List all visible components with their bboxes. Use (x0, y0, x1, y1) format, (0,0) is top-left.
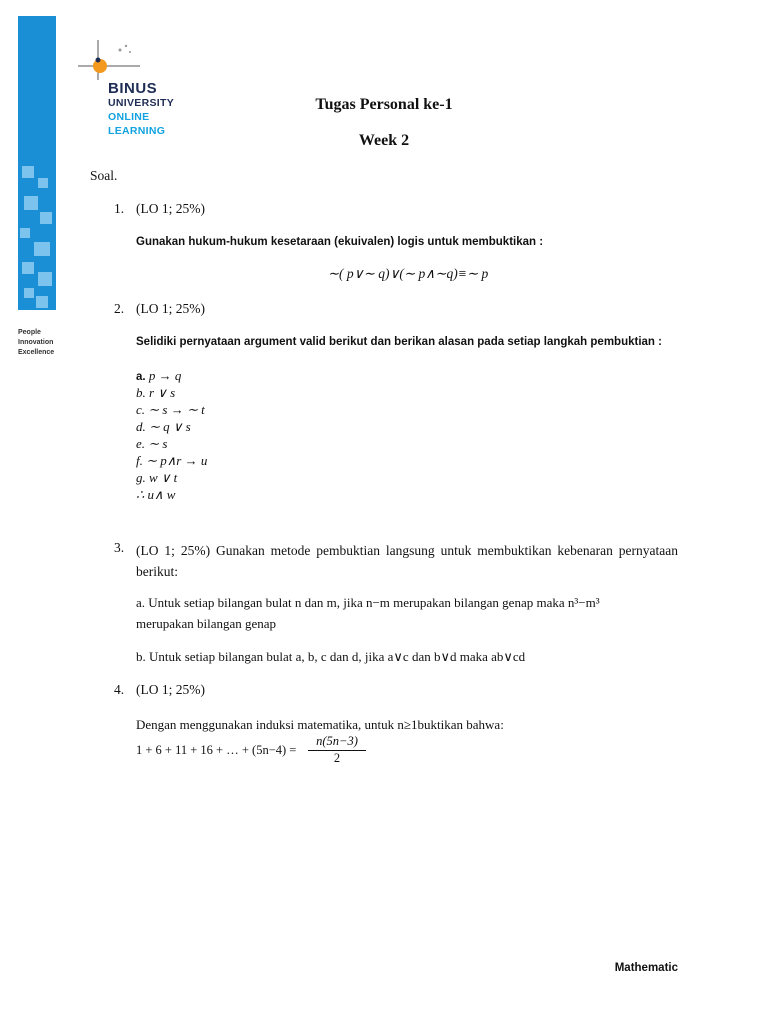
q1-instruction: Gunakan hukum-hukum kesetaraan (ekuivalen) logis untuk membuktikan : (136, 236, 544, 248)
q3-number: 3. (114, 540, 125, 555)
logo-learning: LEARNING (108, 125, 166, 137)
q1-heading: (LO 1; 25%) (136, 201, 205, 216)
q2-instruction: Selidiki pernyataan argument valid berikut dan berikan alasan pada setiap langkah pembuktian : (136, 336, 662, 348)
logo-binus: BINUS (108, 80, 158, 97)
soal-label: Soal. (90, 168, 118, 183)
logo-online: ONLINE (108, 111, 150, 123)
q4-number: 4. (114, 682, 125, 697)
list-item: a. p → q (136, 368, 182, 383)
q4-denominator: 2 (333, 751, 341, 765)
document-week: Week 2 (358, 132, 410, 149)
logo-university: UNIVERSITY (108, 97, 175, 109)
tagline: People Innovation Excellence (18, 329, 55, 356)
q4-lhs: 1 + 6 + 11 + 16 + … + (5n−4) = (136, 743, 297, 757)
q1-number: 1. (114, 201, 125, 216)
document-title: Tugas Personal ke-1 (315, 96, 453, 113)
q4-numerator: n(5n−3) (308, 734, 366, 751)
q3-part-a-cont: merupakan bilangan genap (136, 616, 277, 631)
q2-number: 2. (114, 301, 125, 316)
list-item: b. r ∨ s (136, 385, 176, 400)
q4-fraction (308, 734, 366, 766)
q2-heading: (LO 1; 25%) (136, 301, 205, 316)
list-item: c. ∼ s → ∼ t (136, 402, 205, 417)
list-item: e. ∼ s (136, 436, 168, 451)
q3-part-a: a. Untuk setiap bilangan bulat n dan m, jika n−m merupakan bilangan genap maka n³−m³ (136, 595, 600, 610)
logo-emblem-icon (72, 36, 142, 80)
q1-formula: ∼( p∨∼ q)∨(∼ p∧∼q)≡∼ p (327, 266, 489, 281)
list-item: g. w ∨ t (136, 470, 178, 485)
list-item: d. ∼ q ∨ s (136, 419, 191, 434)
q4-heading: (LO 1; 25%) (136, 682, 205, 697)
list-item: f. ∼ p∧r → u (136, 453, 208, 468)
binus-logo (72, 36, 202, 144)
list-item: ∴ u∧ w (136, 487, 176, 502)
q4-text: Dengan menggunakan induksi matematika, untuk n≥1buktikan bahwa: (136, 717, 504, 732)
q3-part-b: b. Untuk setiap bilangan bulat a, b, c dan d, jika a∨c dan b∨d maka ab∨cd (136, 649, 526, 664)
footer-course: Mathematic (614, 962, 678, 974)
q3-text: (LO 1; 25%) Gunakan metode pembuktian langsung untuk membuktikan kebenaran pernyataan berikut: (136, 543, 678, 579)
